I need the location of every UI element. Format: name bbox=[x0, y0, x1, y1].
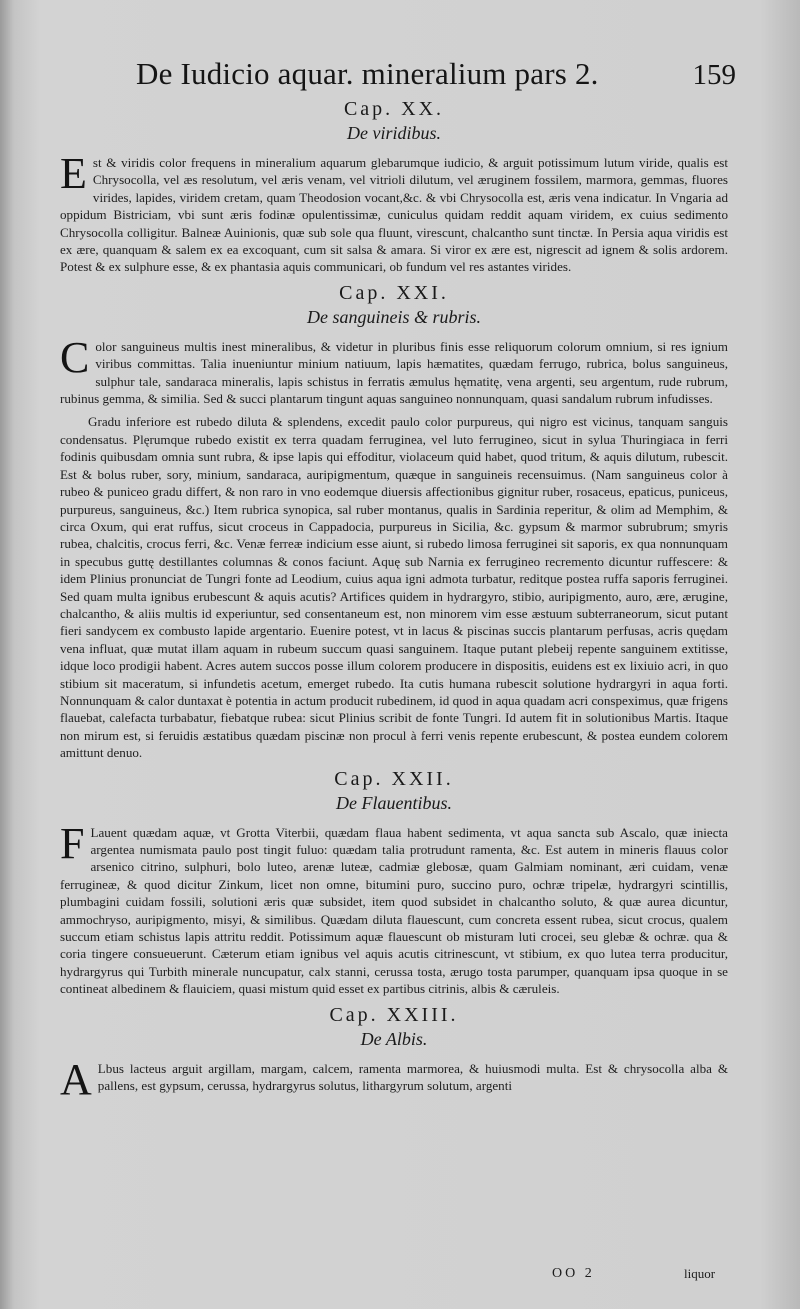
catchword: liquor bbox=[684, 1266, 716, 1281]
chapter-subtitle: De sanguineis & rubris. bbox=[306, 306, 481, 327]
paragraph bbox=[60, 1054, 728, 1104]
chapter-number: Cap. XXII. bbox=[334, 767, 454, 790]
chapter-section bbox=[60, 768, 728, 998]
paragraph-text: olor sanguineus multis inest mineralibus, & videtur in pluribus finis esse reliquorum colorum omnium, si res ignium viribus committas. Talia inueniuntur minium natiuum, lapis hæmatites, quædam ferrugo, rubrica, bolus sanguineus, sulphur tale, sandaraca mineralis, lapis schistus in ferratis æmulus hęmatitę, vena argenti, seu argentum, rude rubrum, rubinus gemma, & similia. Sed & succi plantarum tingunt aquas sanguineo nonnunquam, quasi sandalum rubrum infudisses. bbox=[60, 338, 728, 407]
chapter-section bbox=[60, 282, 728, 762]
chapter-subtitle: De viridibus. bbox=[347, 123, 441, 143]
chapter-section bbox=[60, 98, 728, 276]
paragraph: Gradu inferiore est rubedo diluta & splendens, excedit paulo color purpureus, qui nigro est vicinus, tanquam sanguis condensatus. Plęrumque rubedo existit ex terra quadam ferruginea, vel luto ferrugineo, sicut in sylua Thuringiaca in ferri fodinis quibusdam omnia sunt rubra, & ipse lapis qui effoditur, violaceum quid habet, quod tritum, & aquis dilutum, rubescit. Est & bolus ruber, sory, minium, sandaraca, auripigmentum, quæque in sanguineis recensuimus. (Nam sanguineus color à rubeo & puniceo gradu differt, & non raro in vno eodemque diuersis affectionibus gignitur ruber, rosaceus, epaticus, puniceus, purpureus, sanguineus, &c.) Item rubrica synopica, sal ruber montanus, qualis in Sardinia reperitur, & olim ad Memphim, & circa Oxum, qui erat ruffus, sicut croceus in Cappadocia, purpureus in Sicilia, &c. gypsum & marmor subrubrum; smyris rubea, chalcitis, crocus ferri, &c. Venæ ferreæ indicium esse aiunt, si rubedo limosa ferruginei sit saporis, ex qua nonnunquam in specubus guttę destillantes columnas & conos faciunt. Aquę sub Narnia ex ferrugineo recremento dicuntur ruffescere: & idem Plinius pronunciat de Tungri fonte ad Leodium, cuius aqua igni admota turbatur, reditque postea ruffa saporis ferruginei. Sed quam multa ignibus erubescunt & aquis acutis? Artifices quidem in hydrargyro, stibio, auripigmento, auro, ære, ærugine, chalcantho, & aliis multis id experiuntur, sed consentaneum est, non minorem vim esse æstuum subterraneorum, sicut putant fieri sandycem ex combusto lapide argentario. Euenire potest, vt in lacus & piscinas succis plantarum perfusas, acris quędam vena influat, quæ mutat illam aquam in rubeum succum quasi sanguinem. Itaque putant plebeij repente sanguinem extitisse, idque loco prodigii habent. Acres autem succos posse illum colorem producere in dispositis, euidens est ex lixiuio acri, in quo stibium sit maceratum, si infundetis acetum, emerget rubedo. Ita cutis humana rubescit solutione hydrargyri in aqua forti. Nonnunquam & calor duntaxat è potentia in actum producit rubedinem, id quod in aqua quadam acri conspeximus, quæ frigens flauebat, calefacta turbabatur, fiebatque rubea: sicut Plinius scribit de fonte Tungri. Id autem fit in solutionibus Martis. Itaque non mirum est, si feruidis æstatibus quædam piscinæ non procul à ferri venis repente erubescunt, & postea eundem colorem amittunt denuo. bbox=[60, 414, 728, 761]
chapter-number: Cap. XXI. bbox=[339, 281, 449, 304]
chapter-subtitle: De Albis. bbox=[360, 1028, 428, 1049]
chapter-number: Cap. XXIII. bbox=[329, 1003, 459, 1026]
chapter-number: Cap. XX. bbox=[343, 98, 445, 120]
paragraph bbox=[60, 818, 728, 998]
running-title: De Iudicio aquar. mineralium pars 2. bbox=[136, 56, 599, 91]
paragraph-text: st & viridis color frequens in mineralium aquarum glebarumque iudicio, & arguit potissimum lutum viride, qualis est Chrysocolla, vel æs resolutum, vel æris venam, vel vitrioli dilutum, vel æruginem fossilem, marmora, gemmas, fluores virides, lapides, viridem cretam, quam Theodosion vocant,&c. & vbi Chrysocolla est, æris vena indicatur. In Vngaria ad oppidum Bistriciam, vbi sunt æris fodinæ opulentissimæ, cuniculus quidam reddit aquam viridem, ex cuius sedimento Chrysocolla colligitur. Balneæ Auinionis, quæ sub sole qua fluunt, virescunt, chalcantho sunt tinctæ. In Persia aqua viridis est ex ære, quanquam & salem ex ea excoquant, cum sit salsa & amara. Si viror ex ære est, nigrescit ad ignem & solis ardorem. Potest & ex sulphure esse, & ex phantasia aquis communicari, ob fundum vel res astantes virides. bbox=[60, 155, 728, 275]
chapter-subtitle: De Flauentibus. bbox=[336, 792, 452, 813]
chapter-section bbox=[60, 1003, 728, 1104]
drop-cap: E bbox=[60, 149, 87, 198]
page-number: 159 bbox=[692, 59, 736, 91]
drop-cap: C bbox=[60, 332, 90, 382]
signature-mark: OO 2 bbox=[552, 1266, 595, 1281]
paragraph bbox=[60, 149, 728, 276]
paragraph bbox=[60, 332, 728, 408]
paragraph-text: Lbus lacteus arguit argillam, margam, calcem, ramenta marmorea, & huiusmodi multa. Est & chrysocolla alba & pallens, est gypsum, cerussa, hydrargyrus solutus, lithargyrum solutum, argenti bbox=[97, 1060, 728, 1094]
drop-cap: A bbox=[60, 1054, 92, 1104]
drop-cap: F bbox=[60, 818, 85, 868]
running-head bbox=[136, 56, 736, 92]
paragraph-text: Lauent quædam aquæ, vt Grotta Viterbii, quædam flaua habent sedimenta, vt aqua sancta sub Ascalo, quæ iniecta argentea numismata paulo post tingit fuluo: quædam talia protrudunt ramenta, &c. Est autem in mineris flauus color arsenico citrino, sulphuri, bolo luteo, arenæ luteæ, cadmiæ glebosæ, quam Galmiam nominant, æri cuidam, venæ ferrugineæ, & quod dicitur Zinkum, licet non omne, bitumini puro, succino puro, ochræ tripelæ, hydrargyri scintillis, plumbagini cuidam fossili, solutioni æris quæ subsidet, item quod subsidet in chalcantho soluto, & quæ aurea dicuntur, ammochryso, auripigmento, misyi, & similibus. Quædam diluta flauescunt, cum concreta essent rubea, sicut crocus, qualem succum etiam schistus lapis attritu reddit. Potissimum aquæ flauescunt ob misturam luti crocei, seu glebæ & ochræ. qua & coria tingere consueuerunt. Cæterum etiam ignibus vel aquis acutis citrinescunt, vt stibium, ex quo lutea terra producitur, hydrargyrus qui Turbith minerale nuncupatur, calx stanni, cerussa tosta, ærugo tosta parumper, quanquam ipsa quoque in se contineat albedinem & flauiciem, quasi mistum quid esset ex partibus citrinis, albis & cæruleis. bbox=[60, 824, 728, 997]
